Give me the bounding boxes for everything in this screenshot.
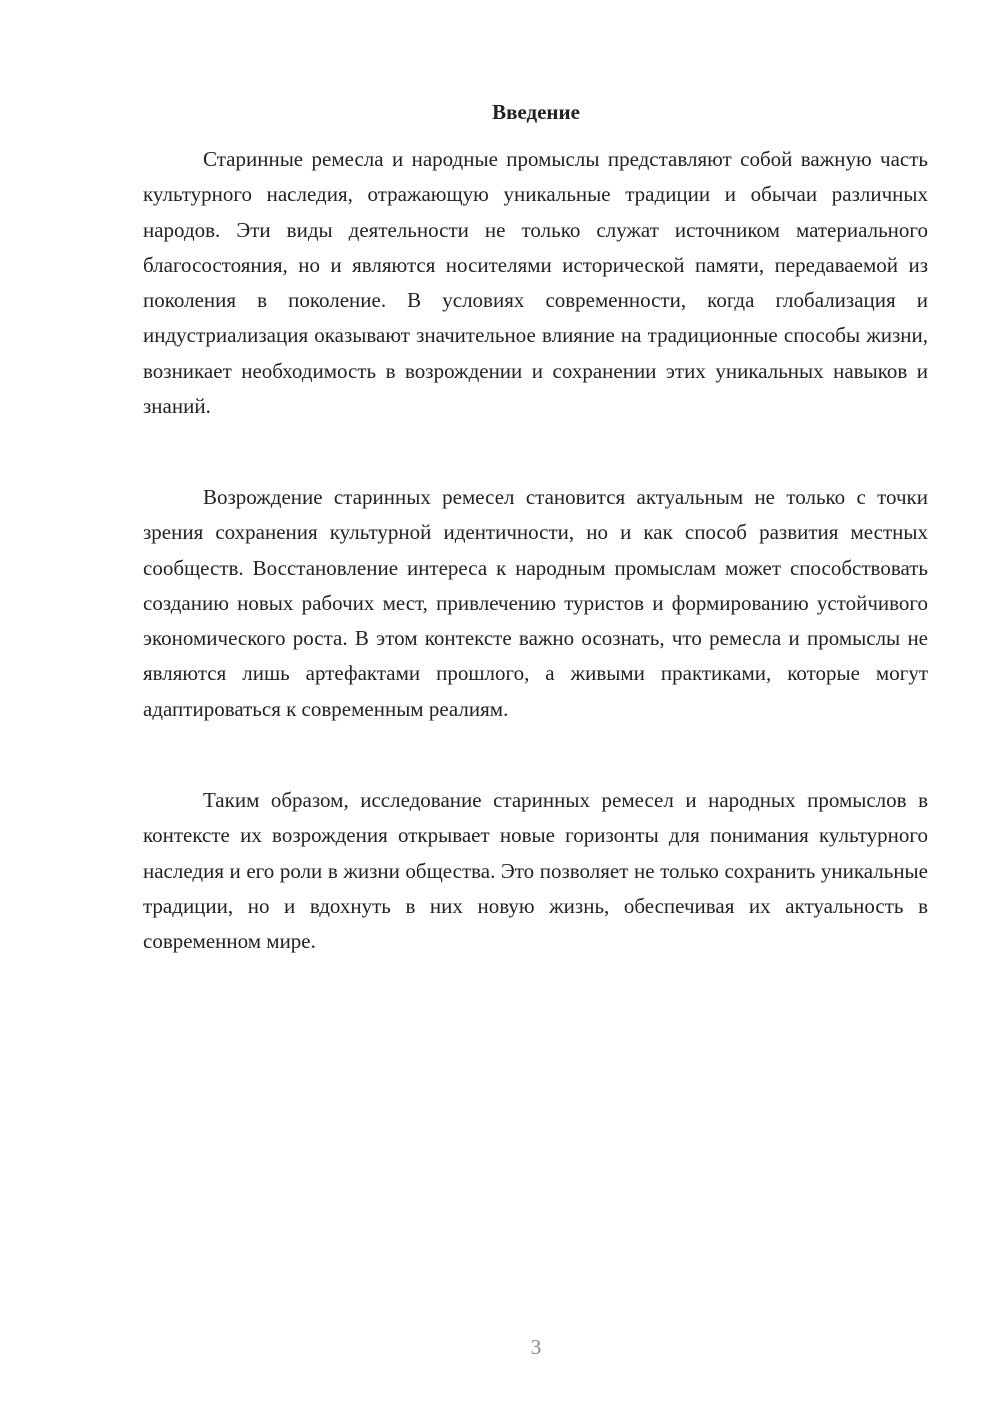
paragraph-3-block [143, 783, 928, 959]
paragraph-2: Возрождение старинных ремесел становится актуальным не только с точки зрения сохранения культурной идентичности, но и как способ развития местных сообществ. Восстановление интереса к народным промыслам может способствовать созданию новых рабочих мест, привлечению туристов и формированию устойчивого экономического роста. В этом контексте важно осознать, что ремесла и промыслы не являются лишь артефактами прошлого, а живыми практиками, которые могут адаптироваться к современным реалиям. [143, 485, 928, 721]
paragraph-1-block [143, 142, 928, 424]
paragraph-1: Старинные ремесла и народные промыслы представляют собой важную часть культурного наследия, отражающую уникальные традиции и обычаи различных народов. Эти виды деятельности не только служат источником материального благосостояния, но и являются носителями исторической памяти, передаваемой из поколения в поколение. В условиях современности, когда глобализация и индустриализация оказывают значительное влияние на традиционные способы жизни, возникает необходимость в возрождении и сохранении этих уникальных навыков и знаний. [143, 147, 928, 419]
page-number: 3 [530, 1335, 542, 1359]
page-title: Введение [492, 100, 580, 124]
paragraph-2-block [143, 480, 928, 727]
paragraph-3: Таким образом, исследование старинных ремесел и народных промыслов в контексте их возрождения открывает новые горизонты для понимания культурного наследия и его роли в жизни общества. Это позволяет не только сохранить уникальные традиции, но и вдохнуть в них новую жизнь, обеспечивая их актуальность в современном мире. [143, 788, 928, 954]
